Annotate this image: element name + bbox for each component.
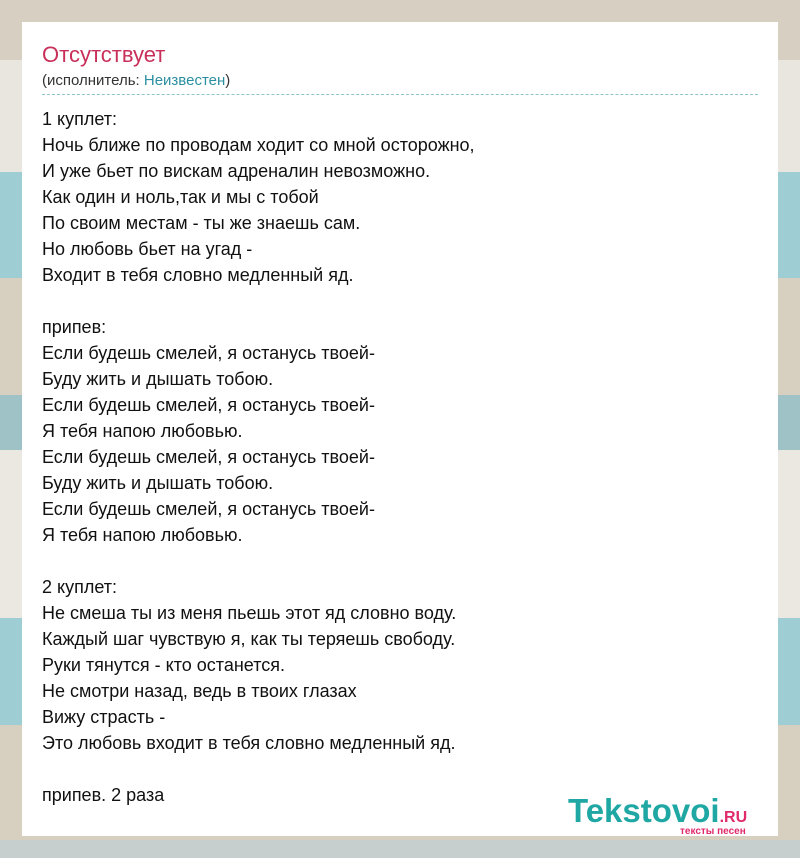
lyric-line: Каждый шаг чувствую я, как ты теряешь свободу. (42, 629, 456, 649)
lyric-line: Это любовь входит в тебя словно медленный яд. (42, 733, 456, 753)
lyric-line: Как один и ноль,так и мы с тобой (42, 187, 319, 207)
lyric-line: Я тебя напою любовью. (42, 525, 243, 545)
lyrics-card (22, 22, 778, 836)
bottom-bar (0, 840, 800, 858)
site-logo[interactable] (568, 792, 778, 836)
song-title: Отсутствует (42, 42, 166, 67)
lyric-line: припев: (42, 317, 107, 337)
lyric-line: Входит в тебя словно медленный яд. (42, 265, 354, 285)
lyric-line: припев. 2 раза (42, 785, 165, 805)
artist-line (42, 72, 230, 89)
artist-prefix: (исполнитель: (42, 72, 144, 89)
lyric-line: По своим местам - ты же знаешь сам. (42, 213, 361, 233)
lyric-line: Вижу страсть - (42, 707, 166, 727)
lyric-line: Я тебя напою любовью. (42, 421, 243, 441)
artist-link[interactable]: Неизвестен (143, 72, 226, 89)
lyric-line: Если будешь смелей, я останусь твоей- (42, 343, 375, 363)
lyric-block (42, 574, 758, 756)
lyric-line: Буду жить и дышать тобою. (42, 369, 274, 389)
lyric-line: И уже бьет по вискам адреналин невозможно. (42, 161, 431, 181)
lyric-line: Не смеша ты из меня пьешь этот яд словно воду. (42, 603, 457, 623)
lyric-line: Буду жить и дышать тобою. (42, 473, 274, 493)
lyric-line: Ночь ближе по проводам ходит со мной осторожно, (42, 135, 475, 155)
header-divider (42, 94, 758, 95)
lyric-line: Руки тянутся - кто останется. (42, 655, 285, 675)
logo-tagline: тексты песен (680, 826, 746, 837)
lyric-line: 2 куплет: (42, 577, 117, 597)
lyric-line: Но любовь бьет на угад - (42, 239, 253, 259)
logo-main-text: Tekstovoi (568, 792, 720, 829)
artist-suffix: ) (225, 72, 231, 89)
lyric-block (42, 106, 758, 288)
lyric-line: Если будешь смелей, я останусь твоей- (42, 499, 375, 519)
lyric-line: 1 куплет: (42, 109, 117, 129)
logo-domain: .RU (719, 809, 748, 826)
lyric-block (42, 314, 758, 548)
lyric-line: Если будешь смелей, я останусь твоей- (42, 447, 375, 467)
lyrics-text (42, 106, 758, 834)
lyric-line: Если будешь смелей, я останусь твоей- (42, 395, 375, 415)
lyric-line: Не смотри назад, ведь в твоих глазах (42, 681, 357, 701)
